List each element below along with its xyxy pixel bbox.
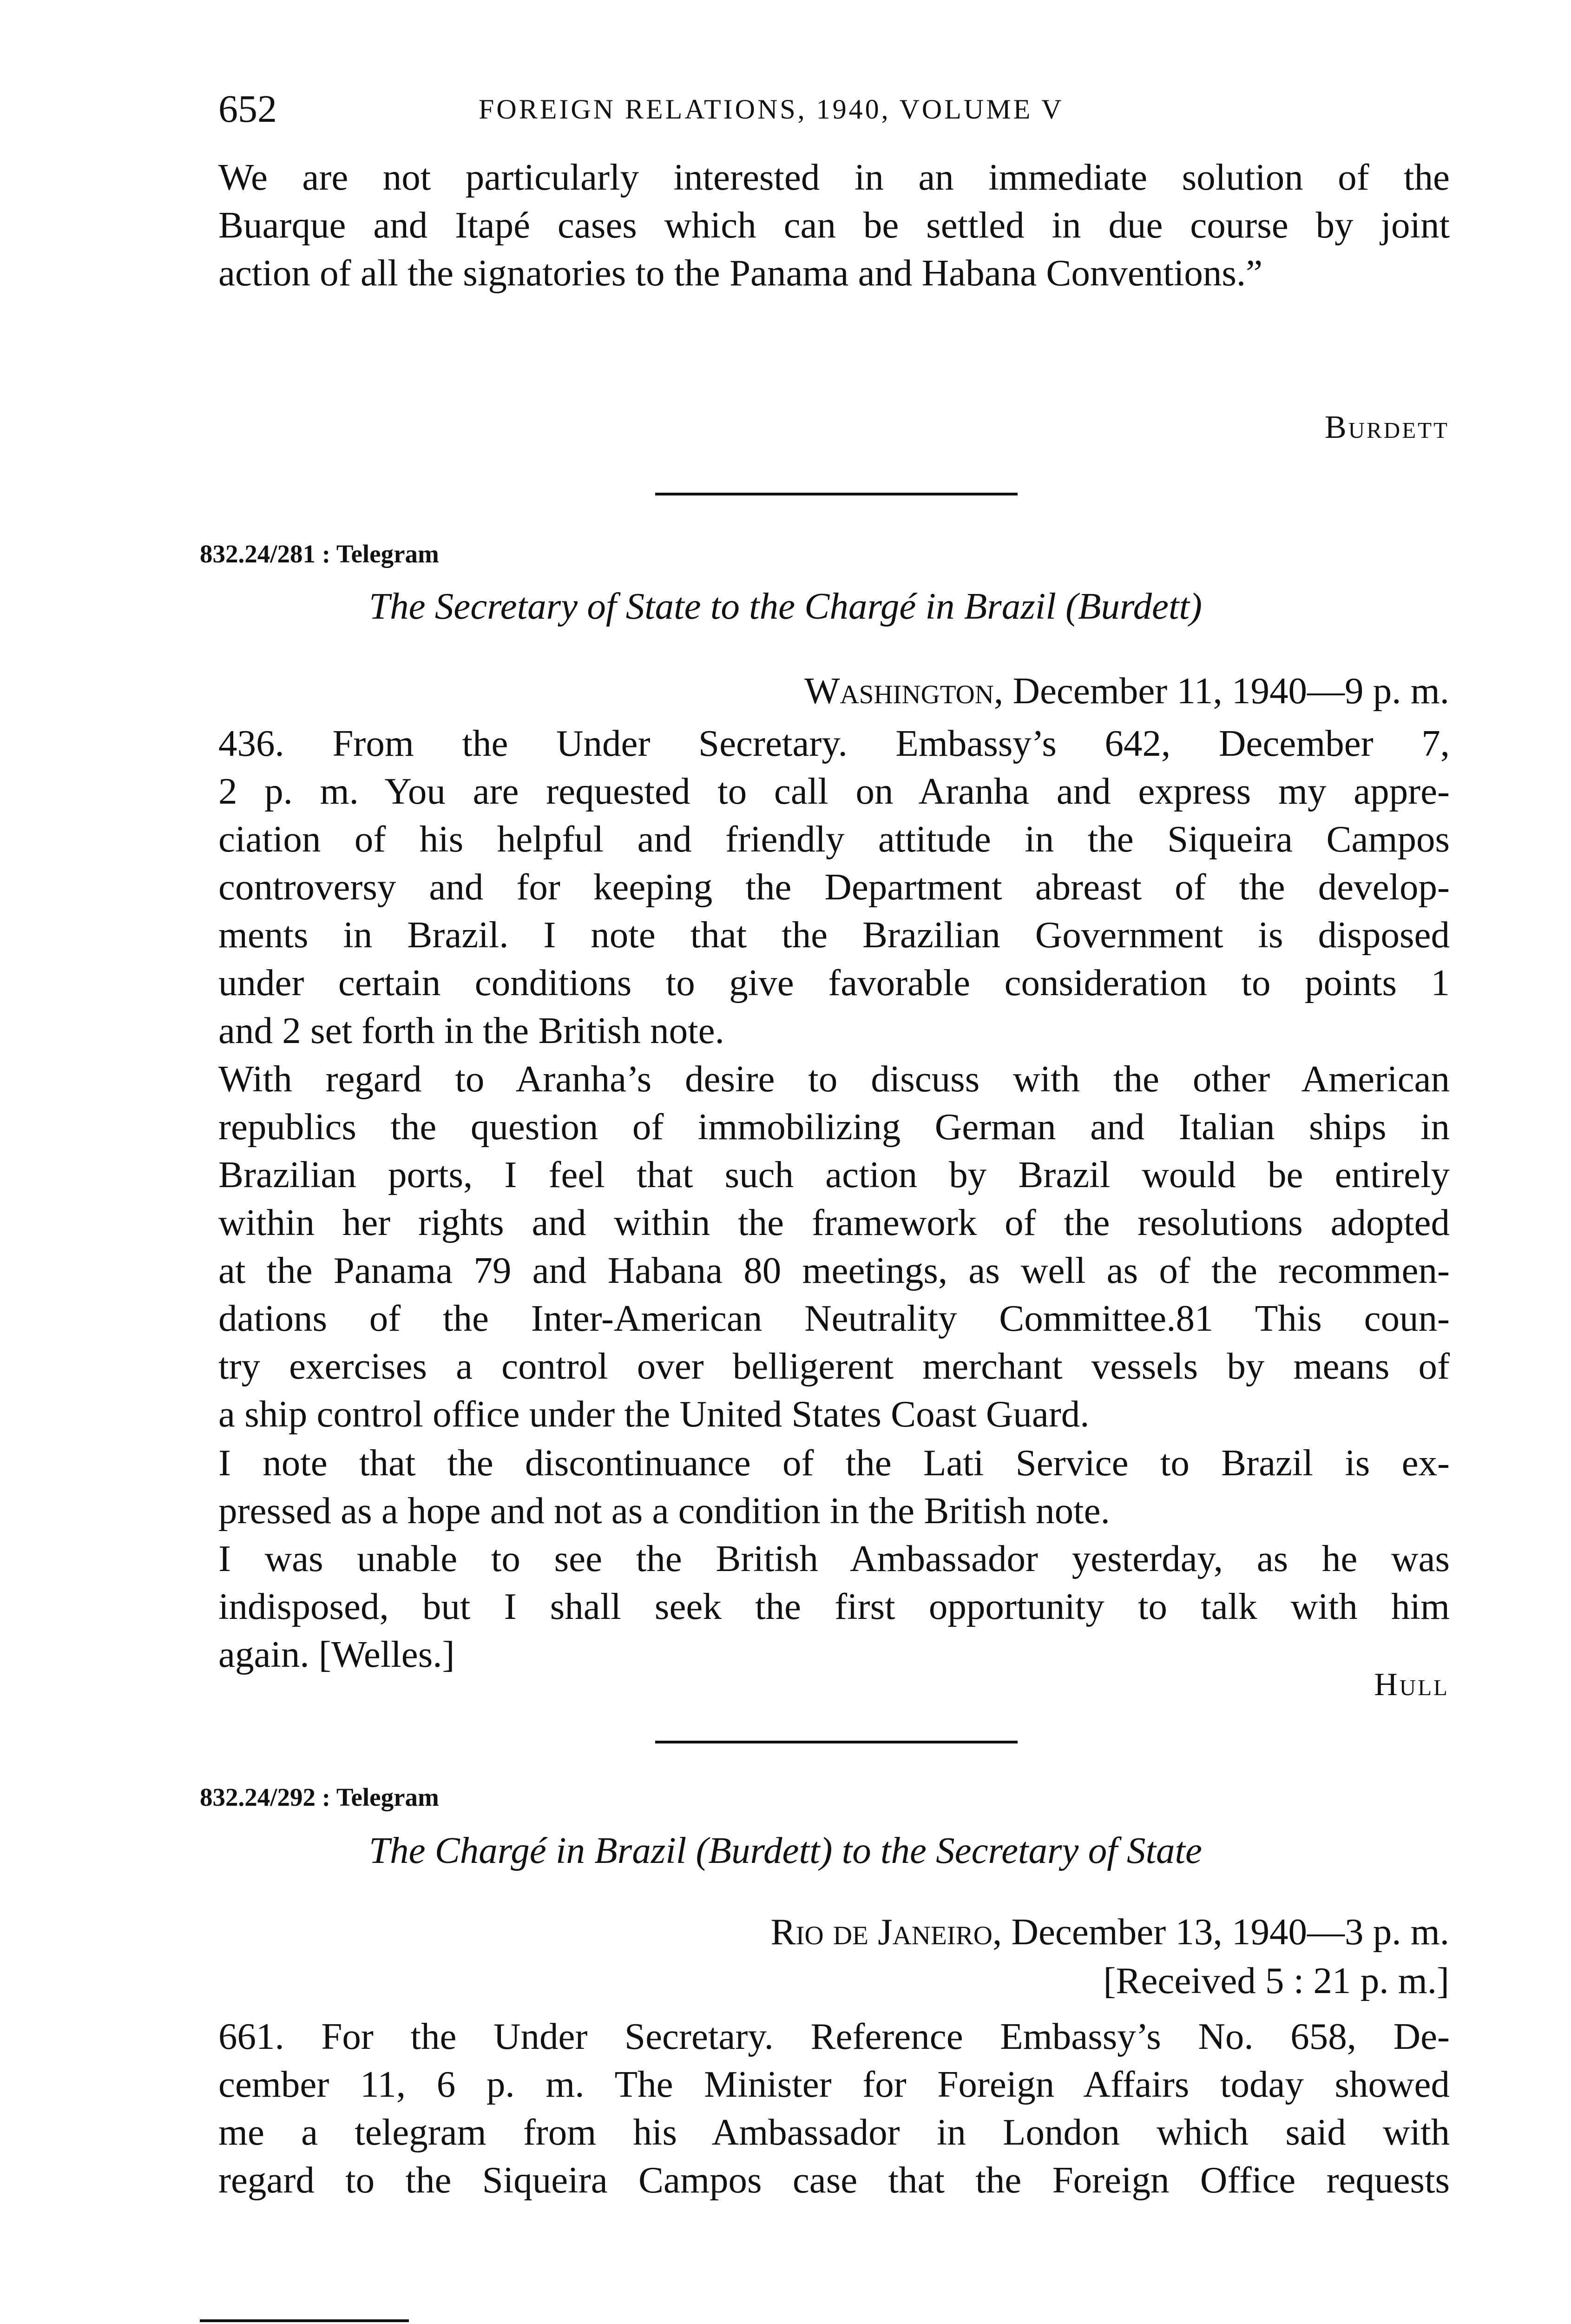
page-header — [218, 84, 1436, 135]
text-line: 2 p. m. You are requested to call on Aranha and express my appre- — [218, 770, 1450, 812]
text-line: me a telegram from his Ambassador in London which said with — [218, 2111, 1450, 2153]
body-paragraph — [218, 2013, 1450, 2204]
footnote-divider — [200, 2319, 409, 2322]
received-note: [Received 5 : 21 p. m.] — [1103, 1960, 1449, 2001]
signature-burdett: Burdett — [1325, 409, 1449, 445]
signature-hull: Hull — [1374, 1667, 1449, 1703]
text-line: a ship control office under the United States Coast Guard. — [218, 1393, 1090, 1435]
text-line: under certain conditions to give favorable consideration to points 1 — [218, 962, 1450, 1004]
dateline — [770, 1910, 1449, 1954]
text-line: controversy and for keeping the Department abreast of the develop- — [218, 866, 1450, 908]
text-line: I note that the discontinuance of the Lati Service to Brazil is ex- — [218, 1442, 1450, 1484]
text-line: 436. From the Under Secretary. Embassy’s 642, December 7, — [218, 722, 1450, 764]
text-line: ments in Brazil. I note that the Brazilian Government is disposed — [218, 914, 1450, 956]
text-line: We are not particularly interested in an immediate solution of the — [218, 156, 1450, 198]
text-line: and 2 set forth in the British note. — [218, 1010, 724, 1051]
body-paragraph — [218, 720, 1450, 1055]
file-code: 832.24/292 : Telegram — [200, 1783, 439, 1811]
section-divider — [655, 493, 1018, 495]
body-paragraph — [218, 1055, 1450, 1438]
text-line: Brazilian ports, I feel that such action by Brazil would be entirely — [218, 1154, 1450, 1195]
dateline-date: , December 11, 1940—9 p. m. — [993, 670, 1449, 712]
text-line: dations of the Inter-American Neutrality Committee.81 This coun- — [218, 1297, 1450, 1339]
text-line: within her rights and within the framework of the resolutions adopted — [218, 1202, 1450, 1243]
dateline — [804, 669, 1449, 713]
text-line: at the Panama 79 and Habana 80 meetings, as well as of the recommen- — [218, 1249, 1450, 1291]
running-head: FOREIGN RELATIONS, 1940, VOLUME V — [479, 94, 1064, 125]
text-line: again. [Welles.] — [218, 1633, 455, 1675]
carryover-paragraph — [218, 153, 1450, 297]
document-title: The Secretary of State to the Chargé in Brazil (Burdett) — [369, 585, 1202, 627]
dateline-place: Washington — [804, 670, 994, 712]
text-line: try exercises a control over belligerent merchant vessels by means of — [218, 1345, 1450, 1387]
text-line: pressed as a hope and not as a condition in the British note. — [218, 1490, 1110, 1532]
body-paragraph — [218, 1535, 1450, 1678]
body-paragraph — [218, 1439, 1450, 1535]
text-line: ciation of his helpful and friendly attitude in the Siqueira Campos — [218, 818, 1450, 860]
section-divider — [655, 1741, 1018, 1743]
text-line: republics the question of immobilizing German and Italian ships in — [218, 1106, 1450, 1148]
text-line: 661. For the Under Secretary. Reference Embassy’s No. 658, De- — [218, 2015, 1450, 2057]
text-line: cember 11, 6 p. m. The Minister for Foreign Affairs today showed — [218, 2063, 1450, 2105]
text-line: I was unable to see the British Ambassador yesterday, as he was — [218, 1538, 1450, 1579]
dateline-place: Rio de Janeiro — [770, 1911, 993, 1953]
text-line: With regard to Aranha’s desire to discuss with the other American — [218, 1058, 1450, 1100]
file-code: 832.24/281 : Telegram — [200, 540, 439, 568]
text-line: action of all the signatories to the Panama and Habana Conventions.” — [218, 252, 1263, 294]
document-title: The Chargé in Brazil (Burdett) to the Secretary of State — [369, 1829, 1202, 1871]
text-line: indisposed, but I shall seek the first opportunity to talk with him — [218, 1585, 1450, 1627]
dateline-date: , December 13, 1940—3 p. m. — [992, 1911, 1449, 1953]
text-line: Buarque and Itapé cases which can be settled in due course by joint — [218, 204, 1450, 246]
text-line: regard to the Siqueira Campos case that the Foreign Office requests — [218, 2159, 1450, 2201]
page-number: 652 — [218, 87, 277, 131]
